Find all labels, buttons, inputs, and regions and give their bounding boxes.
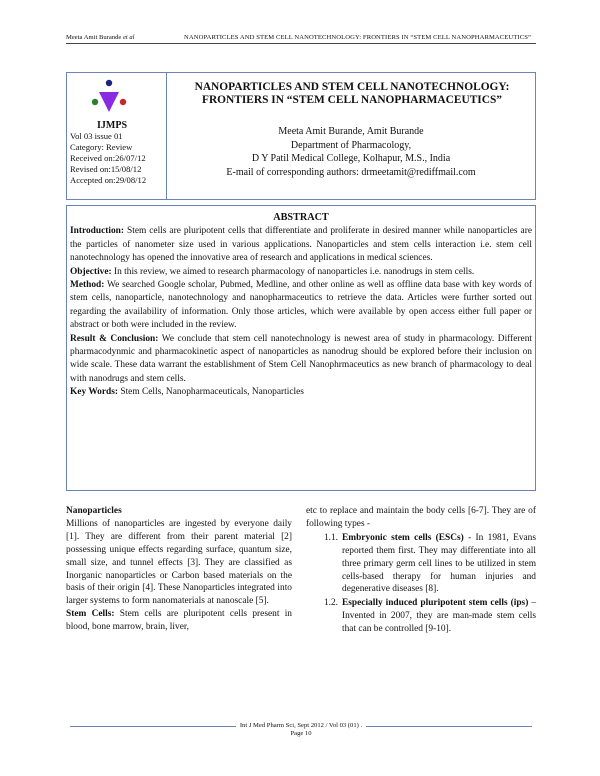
abstract-objective: Objective: In this review, we aimed to research pharmacology of nanoparticles i.e. nanodrugs in stem cells. <box>70 266 475 277</box>
abstract-result: Result & Conclusion: We conclude that stem cell nanotechnology is newest area of study in pharmacology. Different pharmacodynmic and pharmacokinetic aspect of nanoparticles as nanodrug should be explored before their inclusion on wide scale. These data warrant the establishment of Stem Cell Nanophrmaceutics as new branch of pharmacology to deal with nanodrugs and stem cells. <box>70 333 532 384</box>
accepted-date: Accepted on:29/08/12 <box>70 175 147 185</box>
revised-date: Revised on:15/08/12 <box>70 164 142 174</box>
received-date: Received on:26/07/12 <box>70 153 146 163</box>
page-footer <box>66 722 536 738</box>
page-number: Page 10 <box>290 730 312 737</box>
authors: Meeta Amit Burande, Amit Burande <box>278 126 424 137</box>
paper-title: NANOPARTICLES AND STEM CELL NANOTECHNOLOGY: FRONTIERS IN “STEM CELL NANOPHARMACEUTICS” <box>194 81 510 106</box>
list-item: 1.2. Especially induced pluripotent stem cells (ips) – Invented in 2007, they are man-made stem cells that can be controlled [9-10]. <box>323 598 537 635</box>
article-category: Category: Review <box>70 142 133 152</box>
department: Department of Pharmacology, <box>290 139 412 151</box>
abstract-introduction: Introduction: Stem cells are pluripotent cells that differentiate and proliferate in desired manner while nanoparticles are the particles of nanometer size used in various applications. Nanoparticles and stem cells interaction i.e. stem cell nanotechnology has opened the innovative area of research and applications in medical sciences. <box>70 226 532 264</box>
corresponding-email: E-mail of corresponding authors: drmeetamit@rediffmail.com <box>226 166 476 178</box>
running-header-title: NANOPARTICLES AND STEM CELL NANOTECHNOLOGY: FRONTIERS IN “STEM CELL NANOPHARMACEUTICS” <box>184 34 531 41</box>
journal-info-column <box>67 73 167 199</box>
nanoparticles-paragraph: Millions of nanoparticles are ingested by everyone daily [1]. They are different from their parent material [2] possessing unique effects regarding surface, quantum size, small size, and tunnel effects [3]. They are classified as Inorganic nanoparticles or Carbon based materials on the basis of their origin [4]. These Nanoparticles integrated into larger systems to form nanomaterials at nanoscale [5]. <box>66 518 292 607</box>
journal-name: IJMPS <box>97 120 127 131</box>
running-header-author: Meeta Amit Burande et al <box>66 34 135 41</box>
list-item: 1.1. Embryonic stem cells (ESCs) - In 1981, Evans reported them first. They may differentiate into all three primary germ cell lines to be utilized in stem cells-based therapy for human injuries and degenerative diseases [8]. <box>323 532 537 595</box>
stem-cells-paragraph: Stem Cells: Stem cells are pluripotent cells present in blood, bone marrow, brain, liver, <box>66 609 292 633</box>
abstract-heading: ABSTRACT <box>273 212 329 223</box>
journal-logo-icon <box>89 79 129 119</box>
footer-citation: Int J Med Pharm Sci, Sept 2012 / Vol 03 (01) . <box>239 722 363 729</box>
journal-volume: Vol 03 issue 01 <box>70 131 123 141</box>
abstract-box <box>66 205 536 491</box>
article-header-box <box>66 72 536 200</box>
abstract-method: Method: We searched Google scholar, Pubmed, Medline, and other online as well as offline data base with key words of stem cells, nanoparticle, nanotechnology and nanopharmaceutics to retrieve the data. Articles were further sorted out regarding the availability of information. Only those articles, which were available by open access either full paper or abstract or both were included in the review. <box>70 280 532 331</box>
right-column-paragraph: etc to replace and maintain the body cells [6-7]. They are of following types - <box>306 506 536 529</box>
college: D Y Patil Medical College, Kolhapur, M.S., India <box>251 153 451 164</box>
body-right-column <box>306 505 536 636</box>
running-header <box>66 34 536 44</box>
author-block <box>167 125 535 179</box>
section-heading-nanoparticles: Nanoparticles <box>66 506 122 516</box>
journal-meta <box>70 131 146 186</box>
title-column <box>167 73 535 199</box>
body-left-column <box>66 505 292 634</box>
abstract-keywords: Key Words: Stem Cells, Nanopharmaceuticals, Nanoparticles <box>70 387 304 398</box>
